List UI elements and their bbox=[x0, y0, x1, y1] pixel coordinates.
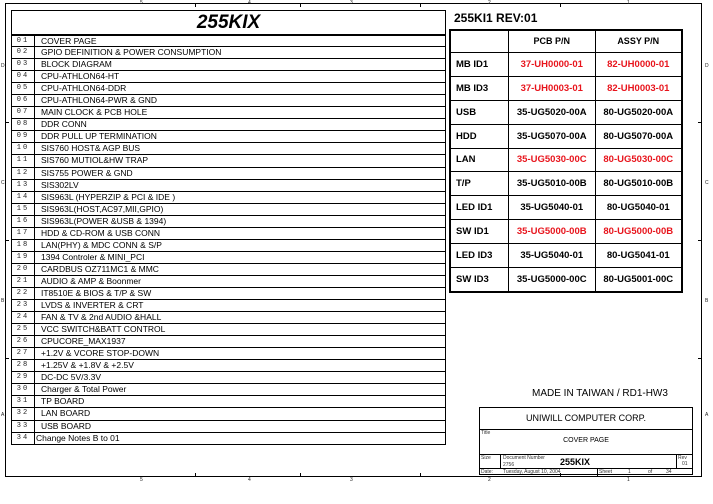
divider bbox=[445, 228, 446, 239]
toc-page-label: SIS963L(POWER &USB & 1394) bbox=[41, 215, 167, 226]
toc-row bbox=[11, 312, 446, 324]
sheet-caption: Sheet bbox=[599, 469, 613, 475]
date-row bbox=[480, 468, 692, 476]
toc-row bbox=[11, 372, 446, 384]
border-tick bbox=[698, 358, 702, 359]
bom-board-name: MB ID1 bbox=[451, 52, 509, 76]
bom-row bbox=[451, 76, 682, 100]
toc-page-label: MAIN CLOCK & PCB HOLE bbox=[41, 107, 148, 118]
divider bbox=[445, 408, 446, 419]
zone-left-A: A bbox=[1, 412, 5, 418]
zone-right-D: D bbox=[705, 63, 709, 69]
zone-right-B: B bbox=[705, 298, 709, 304]
doc-number-small: 2756 bbox=[503, 462, 515, 468]
divider bbox=[445, 264, 446, 275]
border-tick bbox=[195, 3, 196, 7]
toc-page-number: 23 bbox=[11, 300, 35, 311]
divider bbox=[445, 143, 446, 154]
toc-page-label: SIS760 MUTIOL&HW TRAP bbox=[41, 155, 149, 166]
toc-page-number: 01 bbox=[11, 36, 35, 46]
date-caption: Date: bbox=[481, 469, 493, 475]
zone-bottom-1: 1 bbox=[627, 477, 630, 483]
toc-page-number: 12 bbox=[11, 168, 35, 179]
toc-row bbox=[11, 384, 446, 396]
toc-page-label: 1394 Controler & MINI_PCI bbox=[41, 251, 145, 262]
bom-board-name: USB bbox=[451, 100, 509, 124]
toc-page-label: Change Notes B to 01 bbox=[36, 432, 120, 443]
border-tick bbox=[698, 122, 702, 123]
toc-page-label: FAN & TV & 2nd AUDIO &HALL bbox=[41, 312, 162, 323]
toc-row bbox=[11, 204, 446, 216]
toc-row bbox=[11, 360, 446, 372]
divider bbox=[445, 312, 446, 323]
bom-header-assy: ASSY P/N bbox=[595, 31, 682, 53]
bom-assy-pn: 80-UG5030-00C bbox=[595, 148, 682, 172]
toc-row bbox=[11, 396, 446, 408]
border-tick bbox=[5, 358, 9, 359]
zone-right-C: C bbox=[705, 180, 709, 186]
bom-board-name: LED ID1 bbox=[451, 196, 509, 220]
bom-board-name: SW ID3 bbox=[451, 268, 509, 292]
divider bbox=[445, 324, 446, 335]
zone-left-D: D bbox=[1, 63, 5, 69]
toc-row bbox=[11, 300, 446, 312]
bom-board-name: HDD bbox=[451, 124, 509, 148]
made-in-label: MADE IN TAIWAN / RD1-HW3 bbox=[532, 388, 668, 399]
toc-page-label: BLOCK DIAGRAM bbox=[41, 59, 112, 70]
divider bbox=[445, 288, 446, 299]
zone-top-4: 4 bbox=[248, 0, 251, 6]
toc-row bbox=[11, 119, 446, 131]
toc-row bbox=[11, 59, 446, 71]
divider bbox=[445, 83, 446, 94]
toc-page-number: 30 bbox=[11, 384, 35, 395]
divider bbox=[445, 396, 446, 407]
toc-row bbox=[11, 264, 446, 276]
zone-bottom-4: 4 bbox=[248, 477, 251, 483]
divider bbox=[445, 360, 446, 371]
toc-row bbox=[11, 131, 446, 143]
toc-row bbox=[11, 71, 446, 83]
divider bbox=[445, 384, 446, 395]
toc-row bbox=[11, 168, 446, 180]
toc-page-number: 09 bbox=[11, 131, 35, 142]
toc-page-number: 19 bbox=[11, 252, 35, 263]
divider bbox=[445, 36, 446, 46]
toc-page-label: HDD & CD-ROM & USB CONN bbox=[41, 227, 161, 238]
zone-top-3: 3 bbox=[350, 0, 353, 6]
toc-page-number: 31 bbox=[11, 396, 35, 407]
bom-row bbox=[451, 220, 682, 244]
divider bbox=[445, 71, 446, 82]
toc-row bbox=[11, 107, 446, 119]
toc-page-number: 22 bbox=[11, 288, 35, 299]
toc-page-label: DDR CONN bbox=[41, 119, 87, 130]
toc-page-label: +1.2V & VCORE STOP-DOWN bbox=[41, 348, 160, 359]
toc-page-label: LAN BOARD bbox=[41, 408, 91, 419]
divider bbox=[445, 336, 446, 347]
toc-page-number: 25 bbox=[11, 324, 35, 335]
toc-row bbox=[11, 240, 446, 252]
bom-row bbox=[451, 196, 682, 220]
toc-page-number: 34 bbox=[11, 433, 35, 444]
of-caption: of bbox=[648, 469, 653, 475]
toc-row bbox=[11, 143, 446, 155]
toc-row bbox=[11, 228, 446, 240]
toc-row bbox=[11, 433, 446, 445]
company-name: UNIWILL COMPUTER CORP. bbox=[480, 408, 692, 430]
zone-bottom-2: 2 bbox=[488, 477, 491, 483]
bom-pcb-pn: 35-UG5020-00A bbox=[509, 100, 596, 124]
zone-bottom-5: 5 bbox=[140, 477, 143, 483]
bom-assy-pn: 80-UG5041-01 bbox=[595, 244, 682, 268]
size-caption: Size bbox=[481, 455, 491, 461]
toc-row bbox=[11, 288, 446, 300]
schematic-title-box bbox=[11, 10, 446, 35]
divider bbox=[445, 240, 446, 251]
divider bbox=[445, 155, 446, 166]
bom-pcb-pn: 35-UG5010-00B bbox=[509, 172, 596, 196]
divider bbox=[445, 119, 446, 130]
bom-pcb-pn: 35-UG5040-01 bbox=[509, 244, 596, 268]
toc-row bbox=[11, 47, 446, 59]
toc-row bbox=[11, 421, 446, 433]
toc-page-number: 24 bbox=[11, 312, 35, 323]
toc-page-label: IT8510E & BIOS & T/P & SW bbox=[41, 287, 152, 298]
title-field bbox=[480, 429, 692, 455]
zone-left-C: C bbox=[1, 180, 5, 186]
bom-assy-pn: 80-UG5000-00B bbox=[595, 220, 682, 244]
toc-row bbox=[11, 276, 446, 288]
zone-bottom-3: 3 bbox=[350, 477, 353, 483]
toc-page-number: 20 bbox=[11, 264, 35, 275]
bom-row bbox=[451, 244, 682, 268]
toc-page-label: LAN(PHY) & MDC CONN & S/P bbox=[41, 239, 162, 250]
toc-page-label: SIS963L(HOST,AC97,MII,GPIO) bbox=[41, 203, 164, 214]
divider bbox=[445, 107, 446, 118]
divider bbox=[445, 192, 446, 203]
toc-page-number: 18 bbox=[11, 240, 35, 251]
bom-pcb-pn: 35-UG5000-00C bbox=[509, 268, 596, 292]
toc-page-number: 33 bbox=[11, 421, 35, 432]
bom-board-name: MB ID3 bbox=[451, 76, 509, 100]
divider bbox=[445, 180, 446, 191]
border-tick bbox=[420, 473, 421, 477]
border-tick bbox=[195, 473, 196, 477]
bom-assy-pn: 80-UG5070-00A bbox=[595, 124, 682, 148]
title-caption: Title bbox=[481, 430, 491, 436]
bom-board-name: SW ID1 bbox=[451, 220, 509, 244]
border-tick bbox=[300, 3, 301, 7]
bom-board-name: LED ID3 bbox=[451, 244, 509, 268]
bom-board-name: LAN bbox=[451, 148, 509, 172]
divider bbox=[445, 168, 446, 179]
toc-page-number: 29 bbox=[11, 372, 35, 383]
toc-page-label: AUDIO & AMP & Boonmer bbox=[41, 275, 141, 286]
toc-page-number: 17 bbox=[11, 228, 35, 239]
bom-header-row bbox=[451, 31, 682, 53]
toc-page-label: CPU-ATHLON64-HT bbox=[41, 71, 120, 82]
bom-pcb-pn: 35-UG5030-00C bbox=[509, 148, 596, 172]
bom-pcb-pn: 37-UH0003-01 bbox=[509, 76, 596, 100]
border-tick bbox=[420, 3, 421, 7]
bom-pcb-pn: 35-UG5000-00B bbox=[509, 220, 596, 244]
bom-header-empty bbox=[451, 31, 509, 53]
zone-top-5: 5 bbox=[140, 0, 143, 6]
toc-row bbox=[11, 180, 446, 192]
bom-assy-pn: 80-UG5001-00C bbox=[595, 268, 682, 292]
toc-page-number: 27 bbox=[11, 348, 35, 359]
bom-assy-pn: 82-UH0003-01 bbox=[595, 76, 682, 100]
toc-page-number: 07 bbox=[11, 107, 35, 118]
toc-row bbox=[11, 83, 446, 95]
toc-page-number: 32 bbox=[11, 408, 35, 419]
toc-row bbox=[11, 155, 446, 167]
border-tick bbox=[300, 473, 301, 477]
divider bbox=[445, 252, 446, 263]
toc-page-label: CPUCORE_MAX1937 bbox=[41, 336, 126, 347]
toc-page-number: 26 bbox=[11, 336, 35, 347]
bom-assy-pn: 80-UG5010-00B bbox=[595, 172, 682, 196]
bom-row bbox=[451, 100, 682, 124]
divider bbox=[445, 433, 446, 444]
bom-row bbox=[451, 52, 682, 76]
divider bbox=[445, 95, 446, 106]
zone-right-A: A bbox=[705, 412, 709, 418]
toc-page-number: 03 bbox=[11, 59, 35, 70]
bom-row bbox=[451, 148, 682, 172]
divider bbox=[445, 59, 446, 70]
toc-row bbox=[11, 35, 446, 47]
toc-page-label: +1.25V & +1.8V & +2.5V bbox=[41, 360, 134, 371]
rev-caption: Rev bbox=[678, 455, 687, 461]
toc-page-label: USB BOARD bbox=[41, 420, 92, 431]
toc-page-number: 08 bbox=[11, 119, 35, 130]
toc-row bbox=[11, 216, 446, 228]
toc-page-number: 16 bbox=[11, 216, 35, 227]
toc-page-number: 10 bbox=[11, 143, 35, 154]
doc-number-caption: Document Number bbox=[503, 455, 545, 461]
toc-row bbox=[11, 324, 446, 336]
divider bbox=[445, 348, 446, 359]
bom-pcb-pn: 35-UG5040-01 bbox=[509, 196, 596, 220]
toc-page-number: 11 bbox=[11, 155, 35, 166]
zone-top-2: 2 bbox=[488, 0, 491, 6]
toc-row bbox=[11, 348, 446, 360]
toc-page-number: 06 bbox=[11, 95, 35, 106]
toc-page-number: 28 bbox=[11, 360, 35, 371]
toc-row bbox=[11, 252, 446, 264]
bom-row bbox=[451, 172, 682, 196]
bom-assy-pn: 80-UG5020-00A bbox=[595, 100, 682, 124]
toc-page-label: CARDBUS OZ711MC1 & MMC bbox=[41, 263, 159, 274]
bom-table bbox=[449, 29, 683, 293]
toc-page-label: CPU-ATHLON64-PWR & GND bbox=[41, 95, 158, 106]
divider bbox=[445, 372, 446, 383]
toc-row bbox=[11, 336, 446, 348]
toc-page-label: SIS963L (HYPERZIP & PCI & IDE ) bbox=[41, 191, 176, 202]
toc-page-label: COVER PAGE bbox=[41, 36, 97, 46]
sheet-number: 1 bbox=[628, 469, 631, 475]
document-row bbox=[480, 454, 692, 469]
divider bbox=[445, 216, 446, 227]
divider bbox=[445, 47, 446, 58]
toc-page-label: TP BOARD bbox=[41, 396, 85, 407]
title-block bbox=[479, 407, 693, 475]
schematic-title: 255KIX bbox=[196, 12, 261, 33]
toc-row bbox=[11, 95, 446, 107]
table-of-contents bbox=[11, 35, 446, 445]
toc-page-number: 13 bbox=[11, 180, 35, 191]
toc-page-number: 05 bbox=[11, 83, 35, 94]
toc-page-label: SIS755 POWER & GND bbox=[41, 167, 133, 178]
border-tick bbox=[560, 3, 561, 7]
divider bbox=[445, 131, 446, 142]
divider bbox=[445, 300, 446, 311]
toc-page-label: CPU-ATHLON64-DDR bbox=[41, 83, 127, 94]
bom-assy-pn: 82-UH0000-01 bbox=[595, 52, 682, 76]
divider bbox=[597, 468, 598, 476]
date-value: Tuesday, August 10, 2004 bbox=[503, 469, 561, 475]
border-tick bbox=[5, 240, 9, 241]
border-tick bbox=[698, 240, 702, 241]
toc-row bbox=[11, 408, 446, 420]
toc-page-label: VCC SWITCH&BATT CONTROL bbox=[41, 324, 166, 335]
toc-page-label: DC-DC 5V/3.3V bbox=[41, 372, 101, 383]
toc-row bbox=[11, 192, 446, 204]
divider bbox=[676, 454, 677, 468]
toc-page-label: SIS302LV bbox=[41, 179, 79, 190]
toc-page-number: 15 bbox=[11, 204, 35, 215]
bom-board-name: T/P bbox=[451, 172, 509, 196]
toc-page-number: 14 bbox=[11, 192, 35, 203]
bom-pcb-pn: 37-UH0000-01 bbox=[509, 52, 596, 76]
bom-pcb-pn: 35-UG5070-00A bbox=[509, 124, 596, 148]
divider bbox=[445, 421, 446, 432]
bom-header-pcb: PCB P/N bbox=[509, 31, 596, 53]
sheet-total: 34 bbox=[666, 469, 672, 475]
divider bbox=[500, 454, 501, 468]
revision-heading: 255KI1 REV:01 bbox=[454, 11, 538, 25]
document-number: 255KIX bbox=[560, 457, 591, 467]
divider bbox=[445, 276, 446, 287]
bom-row bbox=[451, 268, 682, 292]
sheet-title: COVER PAGE bbox=[563, 437, 609, 444]
toc-page-label: LVDS & INVERTER & CRT bbox=[41, 300, 144, 311]
bom-assy-pn: 80-UG5040-01 bbox=[595, 196, 682, 220]
toc-page-number: 04 bbox=[11, 71, 35, 82]
zone-top-1: 1 bbox=[627, 0, 630, 6]
toc-page-number: 21 bbox=[11, 276, 35, 287]
bom-row bbox=[451, 124, 682, 148]
border-tick bbox=[5, 122, 9, 123]
rev-value: 01 bbox=[682, 461, 688, 467]
toc-page-label: SIS760 HOST& AGP BUS bbox=[41, 143, 141, 154]
toc-page-label: DDR PULL UP TERMINATION bbox=[41, 131, 157, 142]
divider bbox=[445, 204, 446, 215]
toc-page-label: GPIO DEFINITION & POWER CONSUMPTION bbox=[41, 47, 222, 58]
zone-left-B: B bbox=[1, 298, 5, 304]
toc-page-number: 02 bbox=[11, 47, 35, 58]
toc-page-label: Charger & Total Power bbox=[41, 384, 127, 395]
